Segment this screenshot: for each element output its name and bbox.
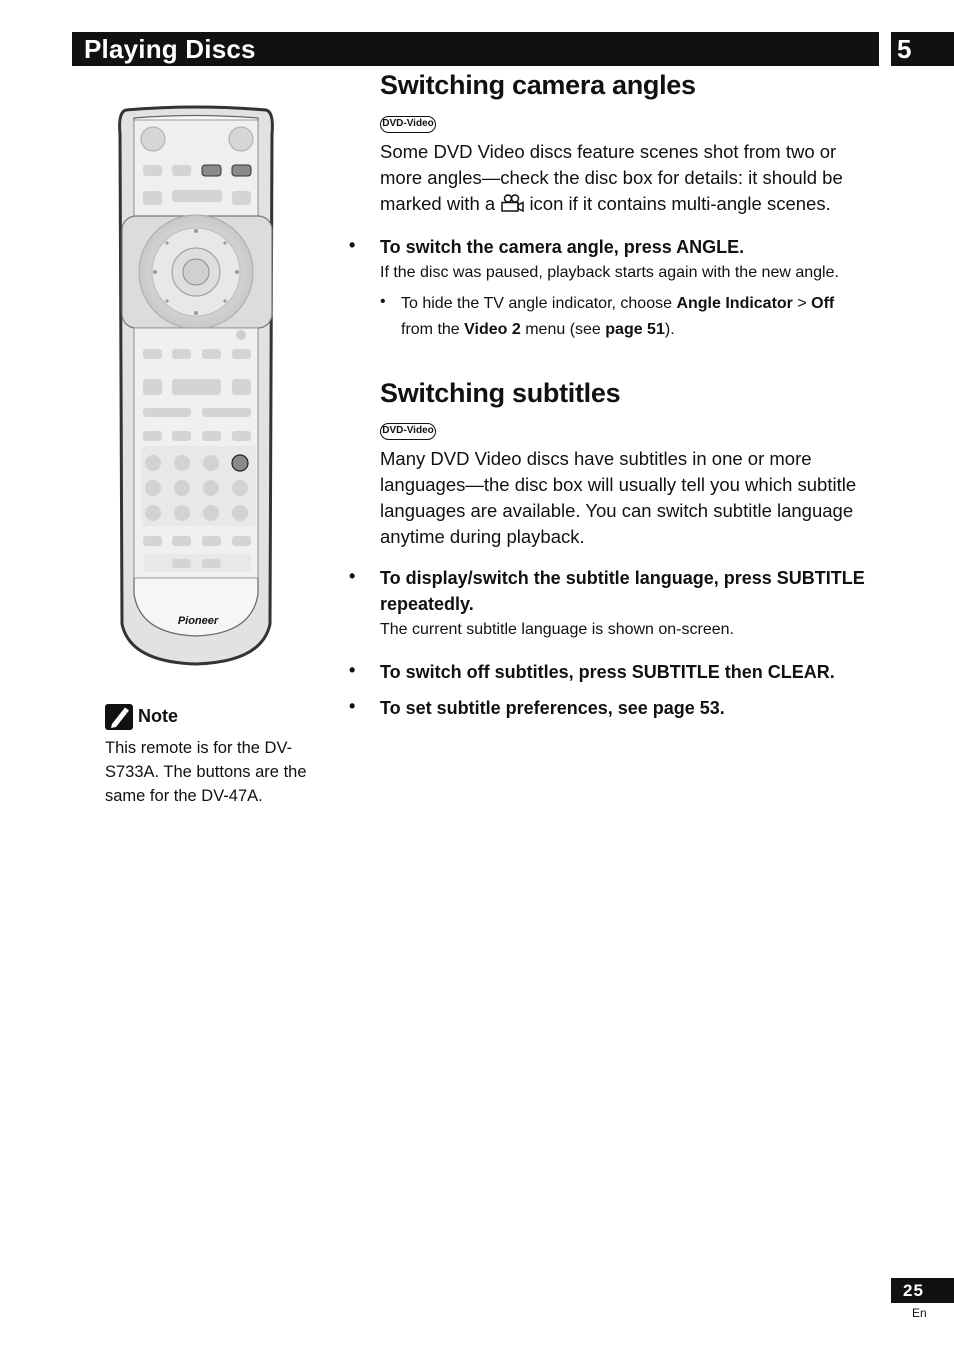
camera-angles-intro [380, 139, 880, 217]
tip-off: Off [811, 295, 835, 312]
chapter-number-box [891, 32, 954, 66]
section-title-camera-angles: Switching camera angles [380, 70, 696, 100]
tip-separator: > [797, 295, 807, 312]
bullet: • [349, 566, 356, 586]
remote-brand-logo: Pioneer [177, 615, 219, 627]
chapter-header [72, 32, 879, 66]
remote-control-illustration [112, 104, 280, 670]
tip-text: ). [664, 321, 675, 338]
step-display-subtitle: To display/switch the subtitle language, press SUBTITLE repeatedly. [380, 568, 865, 614]
bullet: • [349, 696, 356, 716]
bullet: • [349, 235, 356, 255]
subtitles-intro: Many DVD Video discs have subtitles in one or more languages—the disc box will usually tell you which subtitle languages are available. You can switch subtitle language anytime during playback. [380, 448, 857, 547]
step-display-subtitle-detail: The current subtitle language is shown on-screen. [380, 621, 734, 638]
note-title: Note [138, 706, 178, 726]
step-switch-off-subtitles: To switch off subtitles, press SUBTITLE then CLEAR. [380, 662, 835, 682]
multi-angle-camera-icon [500, 194, 524, 212]
dvd-video-badge: DVD-Video [380, 116, 436, 133]
tip-angle-indicator: Angle Indicator [676, 295, 793, 312]
note-pencil-icon [105, 704, 133, 730]
tip-text: from the [401, 321, 460, 338]
step-subtitle-preferences: To set subtitle preferences, see page 53. [380, 698, 725, 718]
step-switch-angle-detail: If the disc was paused, playback starts again with the new angle. [380, 264, 839, 281]
sub-bullet: • [380, 293, 386, 310]
bullet: • [349, 660, 356, 680]
note-text: This remote is for the DV-S733A. The buttons are the same for the DV-47A. [105, 739, 307, 805]
dvd-video-badge: DVD-Video [380, 423, 436, 440]
step-switch-angle: To switch the camera angle, press ANGLE. [380, 237, 745, 257]
tip-video2-menu: Video 2 [464, 321, 521, 338]
angle-indicator-tip [401, 291, 871, 343]
tip-page-ref: page 51 [605, 321, 665, 338]
tip-text: To hide the TV angle indicator, choose [401, 295, 672, 312]
intro-text-part2: icon if it contains multi-angle scenes. [529, 193, 831, 214]
tip-text: menu (see [525, 321, 601, 338]
chapter-number: 5 [897, 34, 912, 64]
section-title-subtitles: Switching subtitles [380, 378, 621, 408]
language-code: En [912, 1306, 927, 1320]
page-number: 25 [903, 1281, 924, 1300]
page-number-box [891, 1278, 954, 1303]
chapter-title: Playing Discs [84, 34, 256, 64]
intro-text-part1: Some DVD Video discs feature scenes shot from two or more angles—check the disc box for details: it should be marked with a [380, 141, 843, 214]
